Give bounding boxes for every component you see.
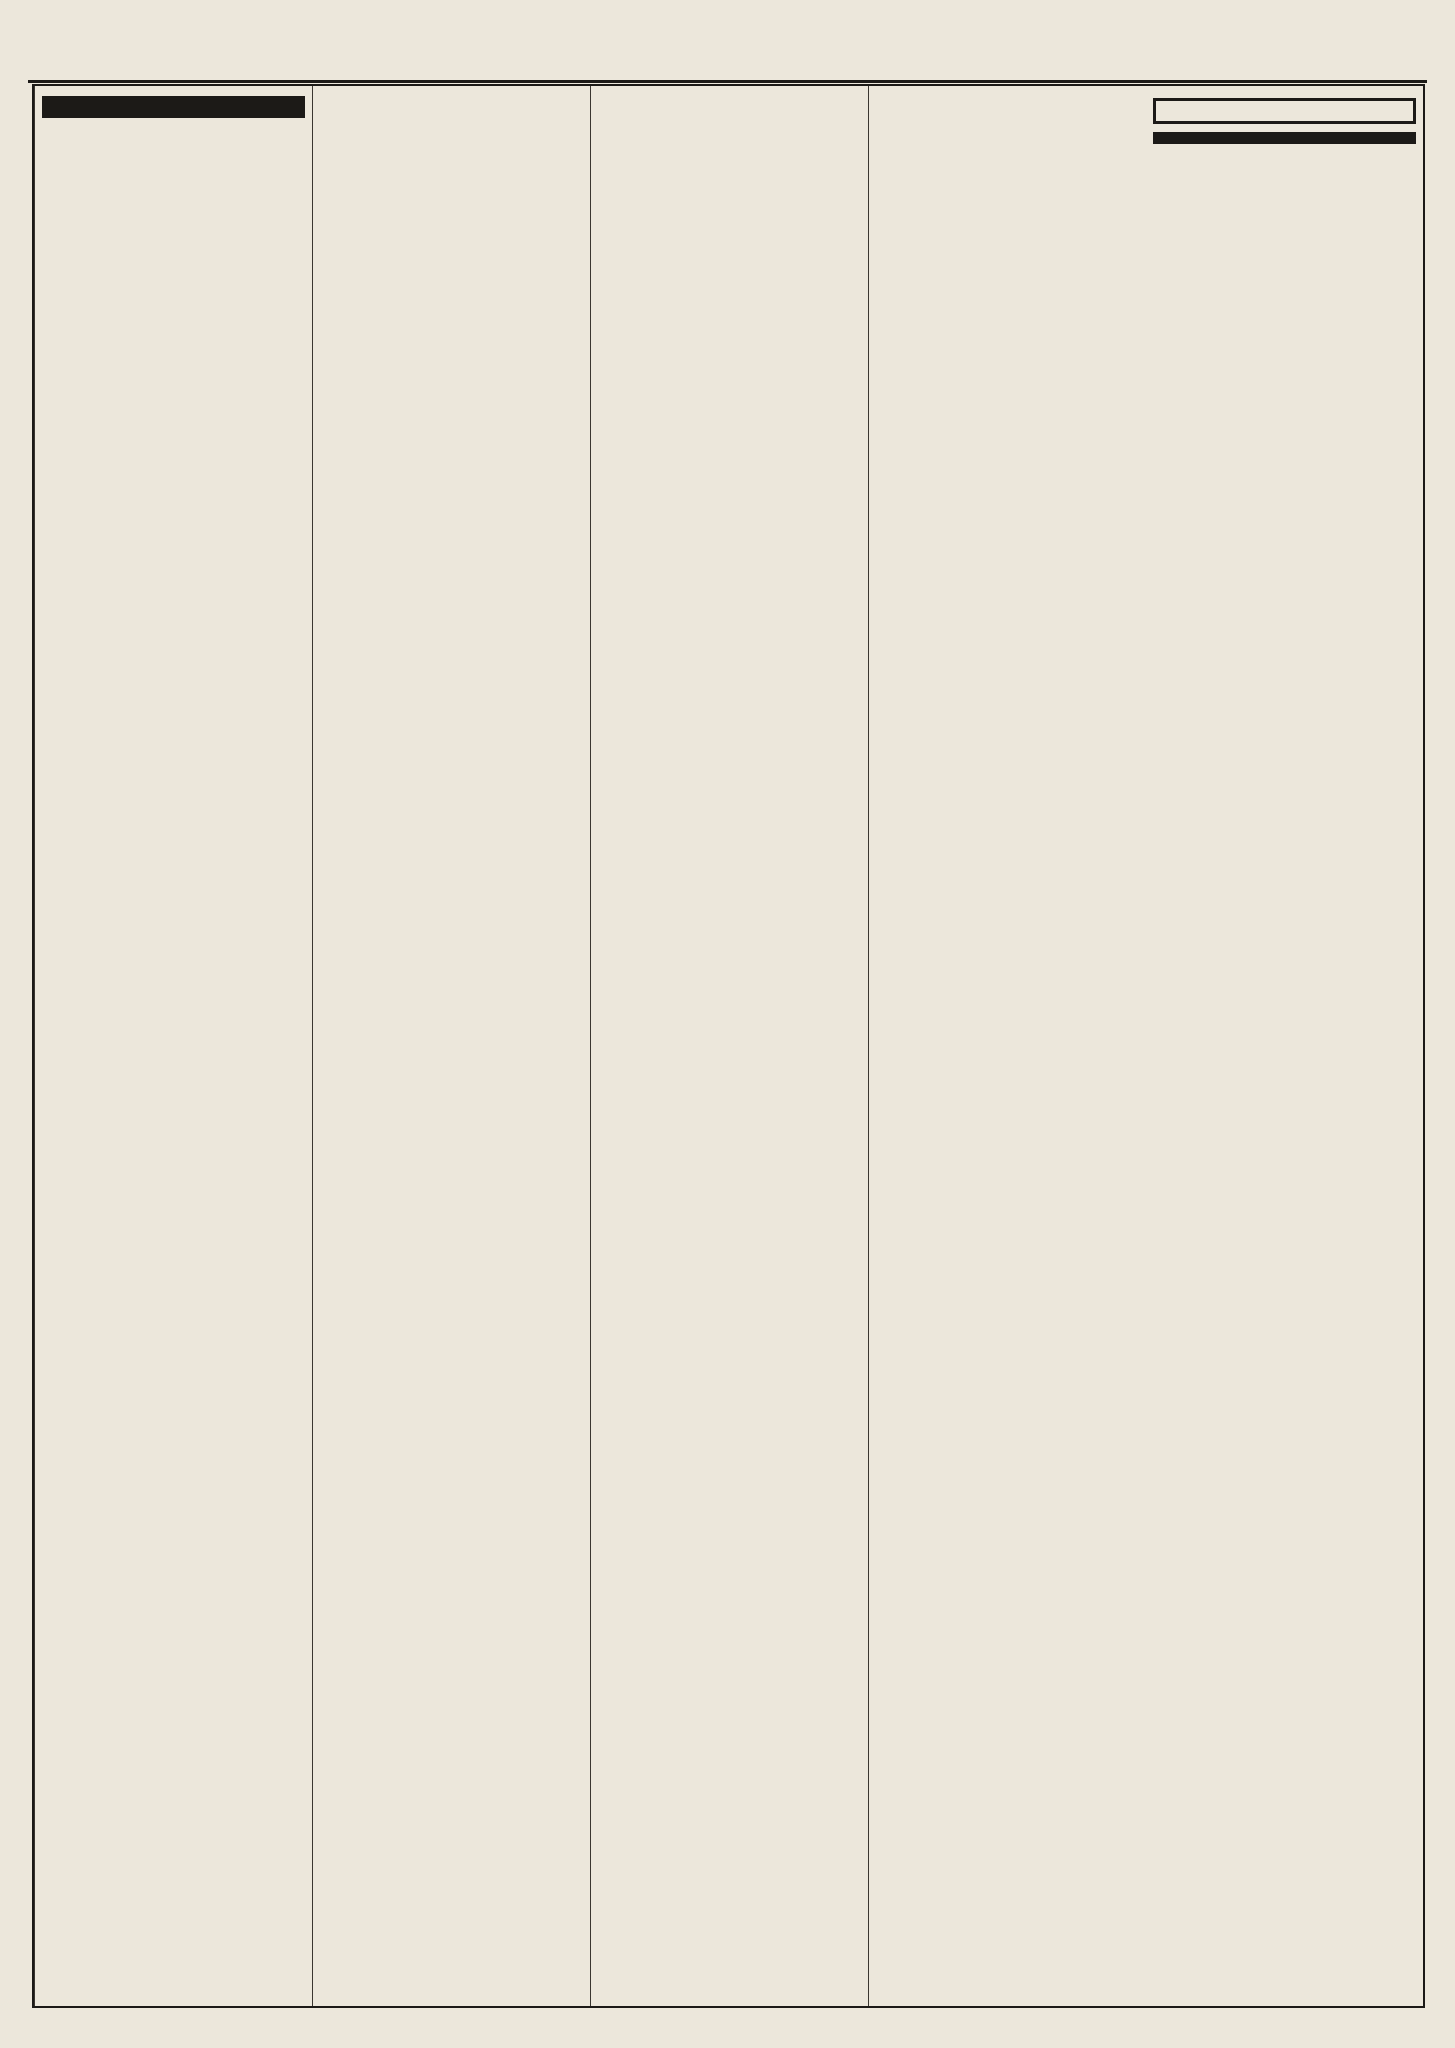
column-5 xyxy=(1146,86,1423,2006)
columns xyxy=(34,86,1423,2006)
column-2 xyxy=(312,86,590,2006)
masthead-title xyxy=(42,96,305,118)
column-4 xyxy=(868,86,1146,2006)
page-header xyxy=(28,50,1427,83)
continued-notice-box xyxy=(1153,98,1416,124)
column-1 xyxy=(34,86,312,2006)
column-3 xyxy=(590,86,868,2006)
dark-notice-box xyxy=(1153,132,1416,144)
